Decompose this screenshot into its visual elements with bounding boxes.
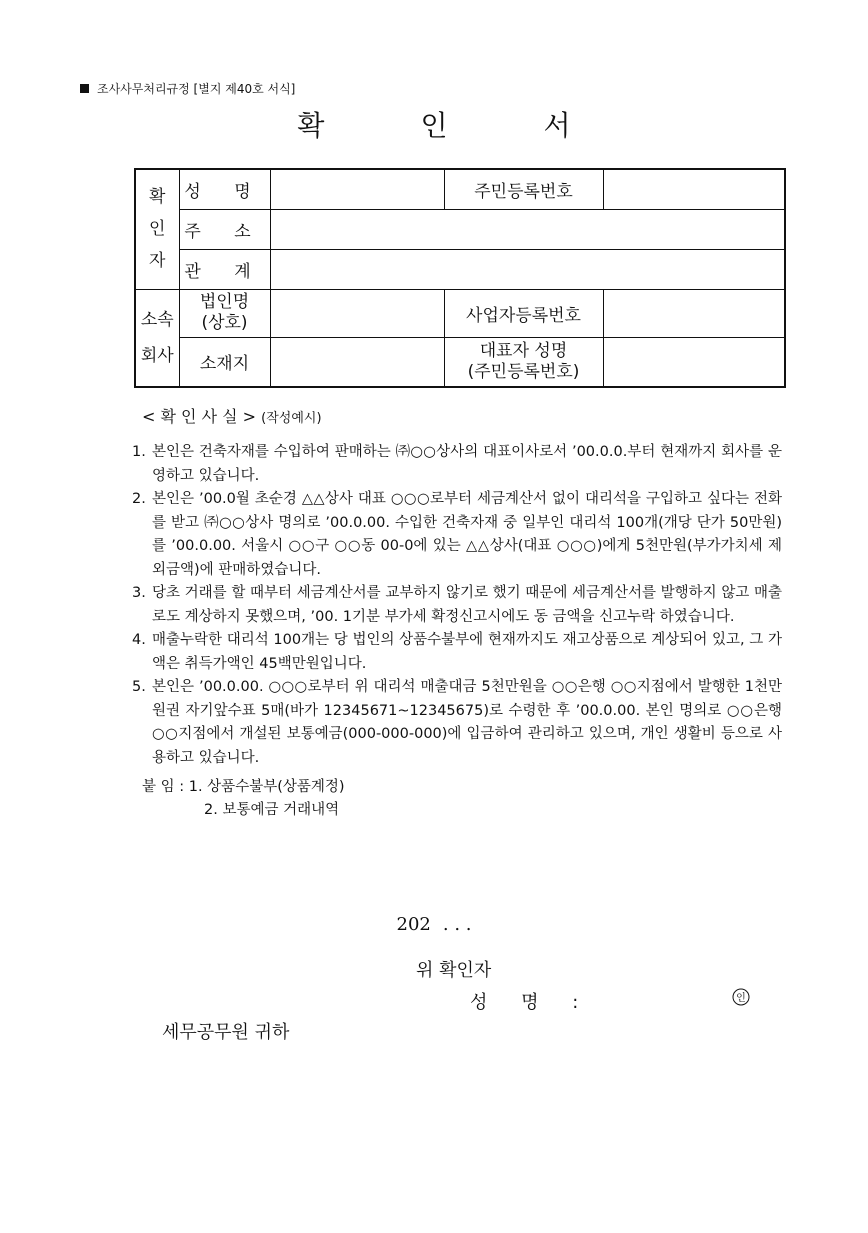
facts-title <box>142 404 782 427</box>
fact-number: 5. <box>132 679 146 695</box>
title-char-1: 확 <box>297 109 325 142</box>
date-rest: . . . <box>442 914 472 935</box>
form-reference-text: 조사사무처리규정 [별지 제40호 서식] <box>97 82 296 96</box>
signature-name-label: 성 명 : <box>470 992 593 1013</box>
company-group-label <box>135 289 179 387</box>
address-field[interactable] <box>270 209 785 249</box>
title-char-3: 서 <box>543 109 571 142</box>
corp-name-label: 법인명 (상호) <box>179 289 270 337</box>
fact-number: 4. <box>132 632 146 648</box>
facts-note: (작성예시) <box>261 411 322 426</box>
fact-text: 본인은 ’00.0월 초순경 △△상사 대표 ○○○로부터 세금계산서 없이 대리석을 구입하고 싶다는 전화를 받고 ㈜○○상사 명의로 ’00.0.00. 수입한 건축자재 중 일부인 대리석 100개(개당 단가 50만원)를 ’00.0.00. 서울시 ○○구 ○○동 00-0에 있는 △△상사(대표 ○○○)에게 5천만원(부가가치세 제외금액)에 판매하였습니다. <box>152 491 782 578</box>
info-table <box>134 168 786 388</box>
fact-number: 3. <box>132 585 146 601</box>
biz-reg-field[interactable] <box>603 289 785 337</box>
square-bullet-icon <box>80 84 89 93</box>
date-line <box>0 914 868 935</box>
attachments <box>142 776 782 822</box>
fact-item <box>132 629 782 676</box>
name-label: 성 명 <box>179 169 270 209</box>
fact-item <box>132 441 782 488</box>
relation-label: 관 계 <box>179 249 270 289</box>
attachment-row-1 <box>142 776 782 799</box>
seal-icon <box>732 988 750 1006</box>
rep-label: 대표자 성명 (주민등록번호) <box>444 337 603 387</box>
name-field[interactable] <box>270 169 444 209</box>
fact-item <box>132 582 782 629</box>
location-field[interactable] <box>270 337 444 387</box>
attachment-item-1: 1. 상품수불부(상품계정) <box>188 779 345 795</box>
fact-number: 1. <box>132 444 146 460</box>
rrn-label: 주민등록번호 <box>444 169 603 209</box>
title-char-2: 인 <box>420 109 448 142</box>
svg-text:인: 인 <box>736 993 746 1004</box>
page-title <box>0 104 868 144</box>
address-label: 주 소 <box>179 209 270 249</box>
facts-title-text: < 확 인 사 실 > <box>142 407 257 426</box>
fact-text: 당초 거래를 할 때부터 세금계산서를 교부하지 않기로 했기 때문에 세금계산서를 발행하지 않고 매출로도 계상하지 못했으며, ’00. 1기분 부가세 확정신고시에도 동 금액을 신고누락 하였습니다. <box>152 585 782 625</box>
date-year: 202 <box>396 914 431 935</box>
location-label: 소재지 <box>179 337 270 387</box>
fact-number: 2. <box>132 491 146 507</box>
relation-field[interactable] <box>270 249 785 289</box>
form-reference <box>80 80 295 97</box>
seal-mark <box>732 988 750 1011</box>
company-group-line2: 회사 <box>140 345 174 366</box>
attachment-item-2: 2. 보통예금 거래내역 <box>204 802 340 818</box>
rep-field[interactable] <box>603 337 785 387</box>
biz-reg-label: 사업자등록번호 <box>444 289 603 337</box>
corp-name-field[interactable] <box>270 289 444 337</box>
fact-text: 본인은 ’00.0.00. ○○○로부터 위 대리석 매출대금 5천만원을 ○○은행 ○○지점에서 발행한 1천만원권 자기앞수표 5매(바가 12345671~12345675)로 수령한 후 ’00.0.00. 본인 명의로 ○○은행 ○○지점에서 개설된 보통예금(000-000-000)에 입금하여 관리하고 있으며, 개인 생활비 등으로 사용하고 있습니다. <box>152 679 782 766</box>
confirmer-group-label: 확 인 자 <box>135 169 179 289</box>
fact-text: 매출누락한 대리석 100개는 당 법인의 상품수불부에 현재까지도 재고상품으로 계상되어 있고, 그 가액은 취득가액인 45백만원입니다. <box>152 632 782 672</box>
fact-item <box>132 488 782 582</box>
confirmer-label: 위 확인자 <box>416 960 492 981</box>
attachments-label: 붙 임 : <box>142 779 185 795</box>
rrn-field[interactable] <box>603 169 785 209</box>
facts-section <box>132 404 782 822</box>
fact-item <box>132 676 782 770</box>
fact-text: 본인은 건축자재를 수입하여 판매하는 ㈜○○상사의 대표이사로서 ’00.0.0.부터 현재까지 회사를 운영하고 있습니다. <box>152 444 782 484</box>
recipient: 세무공무원 귀하 <box>162 1022 290 1043</box>
company-group-line1: 소속 <box>140 309 174 330</box>
